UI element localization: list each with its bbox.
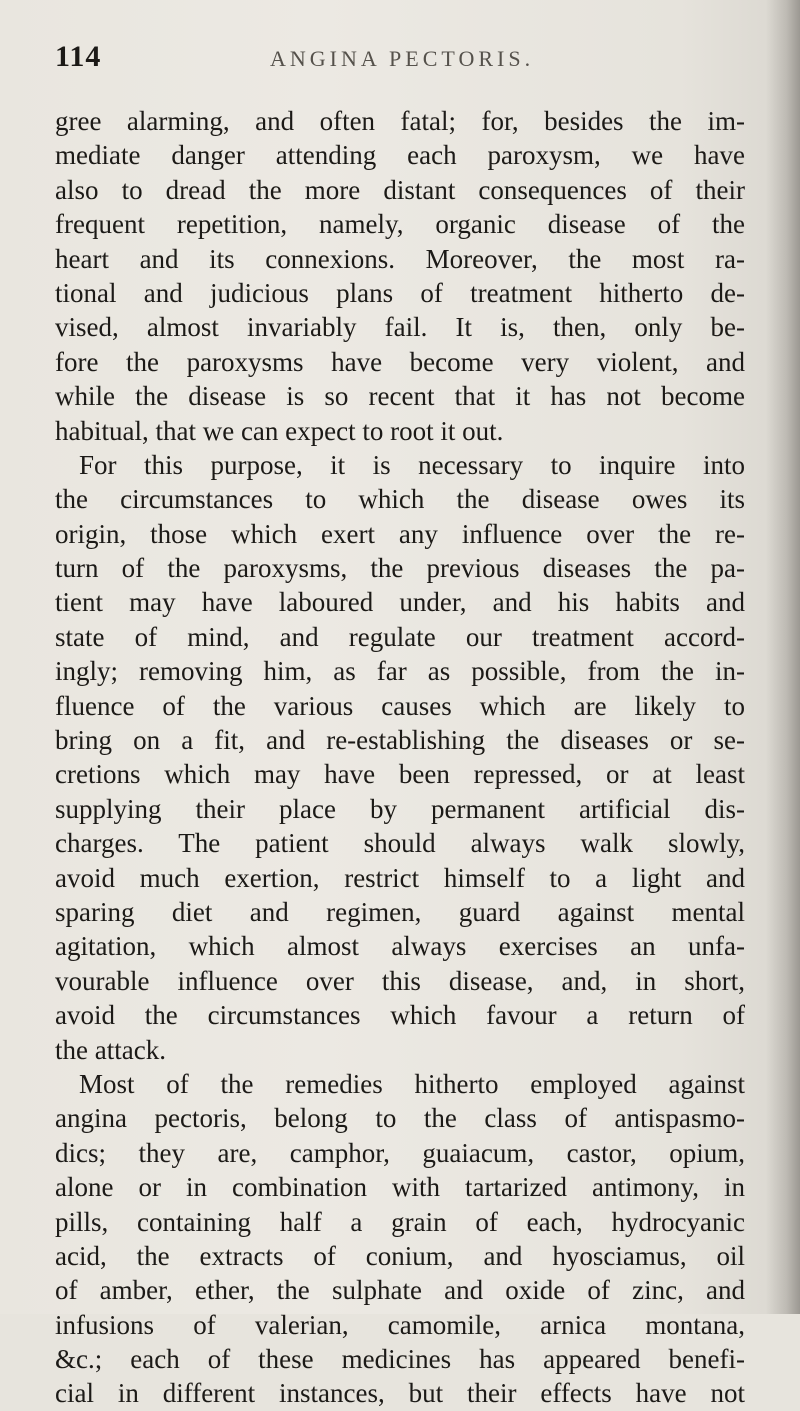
text-line: fore the paroxysms have become very violent, and	[55, 346, 745, 377]
text-line: vised, almost invariably fail. It is, then, only be-	[55, 312, 745, 343]
text-line: supplying their place by permanent artificial dis-	[55, 793, 745, 824]
text-line: of amber, ether, the sulphate and oxide of zinc, and	[55, 1275, 745, 1306]
text-line: frequent repetition, namely, organic disease of the	[55, 209, 745, 240]
running-title: ANGINA PECTORIS.	[270, 46, 535, 71]
text-line: For this purpose, it is necessary to inquire into	[79, 449, 745, 480]
text-line: agitation, which almost always exercises an unfa-	[55, 931, 745, 962]
text-line: mediate danger attending each paroxysm, we have	[55, 140, 745, 171]
text-line: cial in different instances, but their effects have not	[55, 1378, 745, 1409]
text-line: tional and judicious plans of treatment hitherto de-	[55, 277, 745, 308]
text-line: charges. The patient should always walk slowly,	[55, 828, 745, 859]
text-line: sparing diet and regimen, guard against mental	[55, 896, 745, 927]
text-line: the attack.	[55, 1034, 166, 1065]
text-line: bring on a fit, and re-establishing the diseases or se-	[55, 725, 745, 756]
text-line: acid, the extracts of conium, and hyosciamus, oil	[55, 1240, 745, 1271]
text-line: vourable influence over this disease, and, in short,	[55, 965, 745, 996]
text-line: Most of the remedies hitherto employed against	[79, 1068, 745, 1099]
text-line: cretions which may have been repressed, or at least	[55, 759, 745, 790]
text-line: ingly; removing him, as far as possible, from the in-	[55, 656, 745, 687]
text-line: origin, those which exert any influence over the re-	[55, 518, 745, 549]
text-line: state of mind, and regulate our treatment accord-	[55, 621, 745, 652]
text-line: gree alarming, and often fatal; for, besides the im-	[55, 106, 745, 136]
text-line: avoid the circumstances which favour a return of	[55, 1000, 745, 1031]
text-line: while the disease is so recent that it has not become	[55, 381, 745, 412]
binding-shadow	[766, 0, 800, 1314]
text-line: tient may have laboured under, and his habits and	[55, 587, 745, 618]
text-line: also to dread the more distant consequences of their	[55, 174, 745, 205]
text-line: habitual, that we can expect to root it out.	[55, 415, 504, 446]
text-line: turn of the paroxysms, the previous diseases the pa-	[55, 553, 745, 584]
text-line: dics; they are, camphor, guaiacum, castor, opium,	[55, 1137, 745, 1168]
text-line: infusions of valerian, camomile, arnica montana,	[55, 1309, 745, 1340]
text-line: alone or in combination with tartarized antimony, in	[55, 1172, 745, 1203]
text-line: heart and its connexions. Moreover, the most ra-	[55, 243, 745, 274]
text-line: the circumstances to which the disease owes its	[55, 484, 745, 515]
text-line: &c.; each of these medicines has appeared benefi-	[55, 1344, 745, 1375]
text-line: fluence of the various causes which are likely to	[55, 690, 745, 721]
body-text	[55, 104, 745, 1411]
text-line: pills, containing half a grain of each, hydrocyanic	[55, 1206, 745, 1237]
running-head	[55, 40, 755, 80]
text-line: angina pectoris, belong to the class of antispasmo-	[55, 1103, 745, 1134]
text-line: avoid much exertion, restrict himself to a light and	[55, 862, 745, 893]
page-number: 114	[55, 40, 102, 73]
